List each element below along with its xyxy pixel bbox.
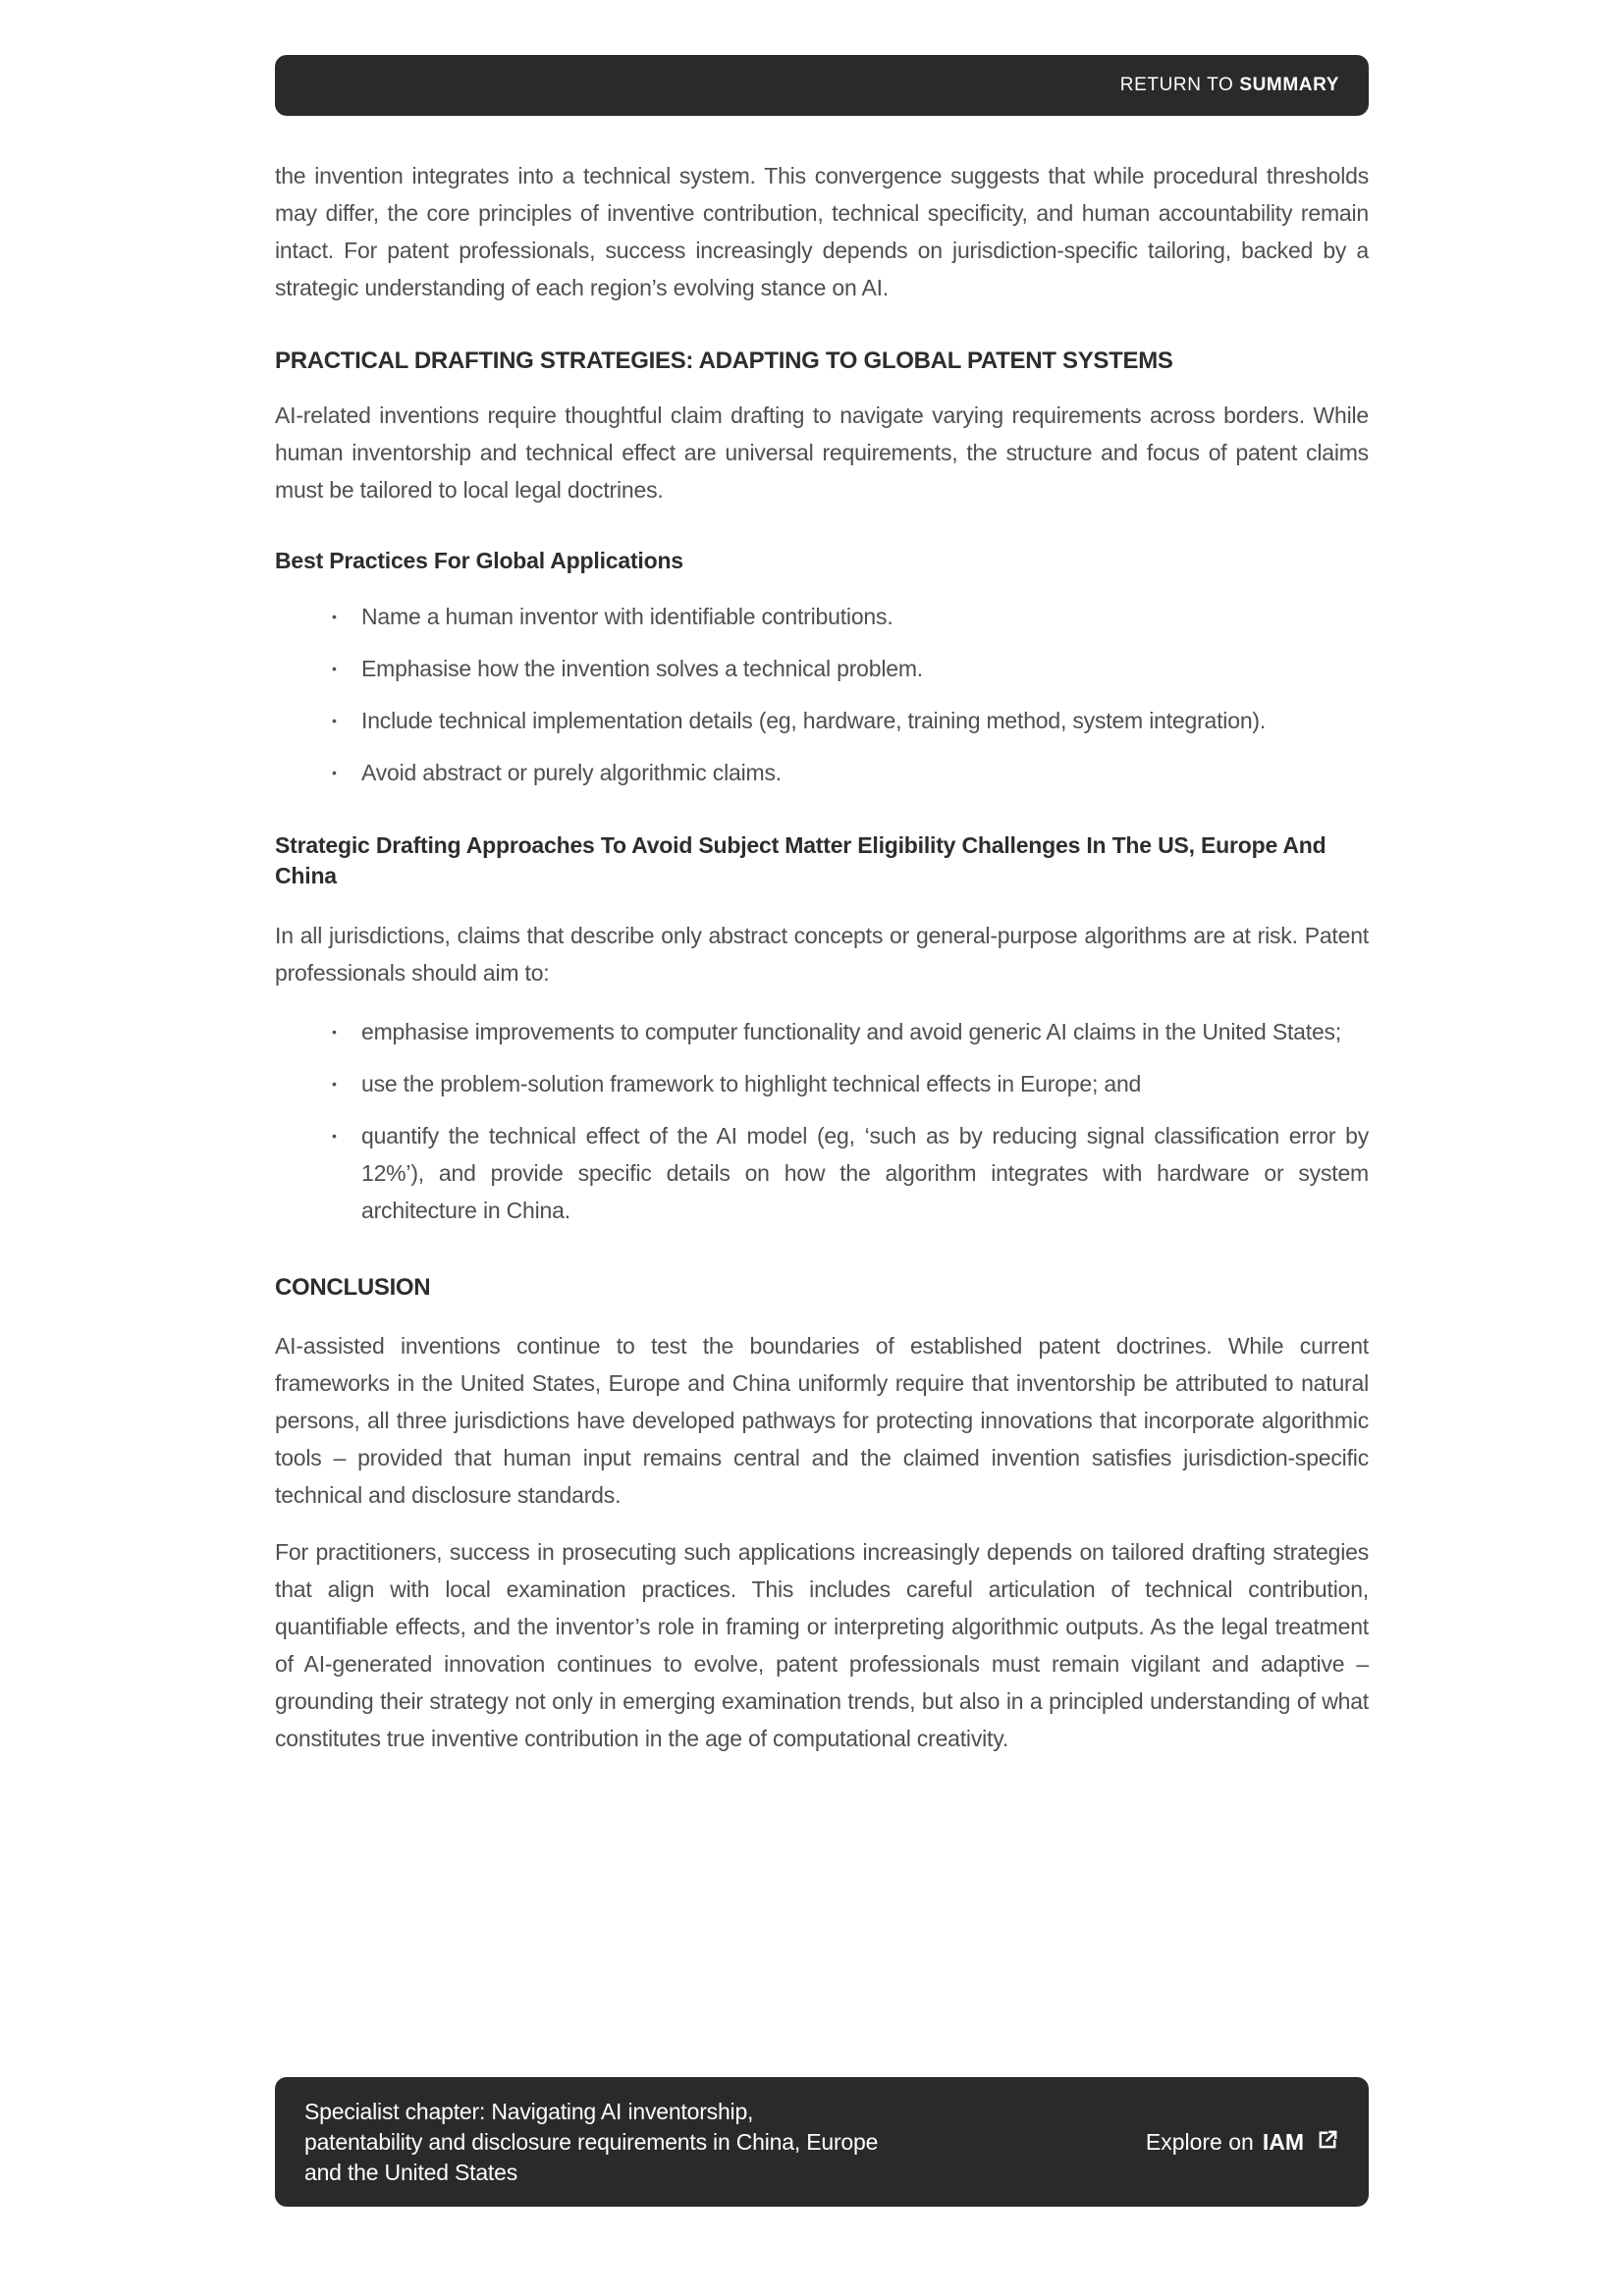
chapter-title-line: patentability and disclosure requirements in China, Europe	[304, 2128, 879, 2155]
return-to-text: RETURN TO	[1119, 75, 1234, 95]
return-to-summary-button[interactable]	[275, 55, 1369, 116]
explore-on-text: Explore on	[1145, 2128, 1254, 2155]
list-item	[275, 1117, 1369, 1229]
section-title-practical-drafting: PRACTICAL DRAFTING STRATEGIES: ADAPTING TO GLOBAL PATENT SYSTEMS	[275, 347, 1173, 374]
summary-text: SUMMARY	[1239, 75, 1339, 95]
conclusion-paragraph-2: For practitioners, success in prosecuting such applications increasingly depends on tailored drafting strategies that align with local examination practices. This includes careful articulation of technical contribution, quantifiable effects, and the inventor’s role in framing or interpreting algorithmic outputs. As the legal treatment of AI-generated innovation continues to evolve, patent professionals must remain vigilant and adaptive – grounding their strategy not only in emerging examination trends, but also in a principled understanding of what constitutes true inventive contribution in the age of computational creativity.	[275, 1539, 1369, 1751]
list-item	[275, 702, 1369, 739]
bullet-icon: •	[332, 1024, 337, 1040]
list-item	[275, 650, 1369, 687]
bullet-icon: •	[332, 713, 337, 728]
bullet-icon: •	[332, 1076, 337, 1092]
list-item-text: Emphasise how the invention solves a technical problem.	[361, 656, 923, 681]
bullet-icon: •	[332, 661, 337, 676]
subsection-title-best-practices: Best Practices For Global Applications	[275, 548, 683, 573]
list-item	[275, 598, 1369, 635]
section-title-conclusion: CONCLUSION	[275, 1274, 431, 1301]
subsection-title-strategic-drafting: Strategic Drafting Approaches To Avoid Subject Matter Eligibility Challenges In The US, Europe And China	[275, 832, 1326, 888]
chapter-title-line: Specialist chapter: Navigating AI inventorship,	[304, 2098, 754, 2124]
explore-on-iam-link[interactable]	[1146, 2128, 1339, 2157]
list-item-text: Include technical implementation details (eg, hardware, training method, system integration).	[361, 708, 1267, 733]
bullet-icon: •	[332, 1128, 337, 1144]
chapter-title	[304, 2097, 878, 2188]
lead-paragraph: the invention integrates into a technical system. This convergence suggests that while procedural thresholds may differ, the core principles of inventive contribution, technical specificity, and human accountability remain intact. For patent professionals, success increasingly depends on jurisdiction-specific tailoring, backed by a strategic understanding of each region’s evolving stance on AI.	[275, 163, 1369, 300]
list-item	[275, 1013, 1369, 1050]
conclusion-paragraph-1: AI-assisted inventions continue to test the boundaries of established patent doctrines. While current frameworks in the United States, Europe and China uniformly require that inventorship be attributed to natural persons, all three jurisdictions have developed pathways for protecting innovations that incorporate algorithmic tools – provided that human input remains central and the claimed invention satisfies jurisdiction-specific technical and disclosure standards.	[275, 1333, 1369, 1508]
list-item-text: Avoid abstract or purely algorithmic claims.	[361, 760, 782, 785]
practical-intro-paragraph: AI-related inventions require thoughtful claim drafting to navigate varying requirements across borders. While human inventorship and technical effect are universal requirements, the structure and focus of patent claims must be tailored to local legal doctrines.	[275, 402, 1369, 503]
strategic-intro-paragraph: In all jurisdictions, claims that describe only abstract concepts or general-purpose algorithms are at risk. Patent professionals should aim to:	[275, 923, 1369, 986]
content-column	[275, 55, 1369, 1757]
list-item-text: use the problem-solution framework to highlight technical effects in Europe; and	[361, 1071, 1142, 1096]
list-item-text: Name a human inventor with identifiable contributions.	[361, 604, 893, 629]
chapter-title-line: and the United States	[304, 2159, 518, 2185]
bullet-icon: •	[332, 609, 337, 624]
strategic-drafting-list	[275, 1013, 1369, 1229]
iam-brand-text: IAM	[1262, 2128, 1304, 2155]
list-item-text: quantify the technical effect of the AI model (eg, ‘such as by reducing signal classification error by 12%’), and provide specific details on how the algorithm integrates with hardware or system architecture in China.	[361, 1123, 1369, 1223]
return-to-summary-label	[1120, 75, 1339, 96]
bullet-icon: •	[332, 765, 337, 780]
list-item-text: emphasise improvements to computer functionality and avoid generic AI claims in the United States;	[361, 1019, 1342, 1044]
best-practices-list	[275, 598, 1369, 791]
chapter-footer	[275, 2077, 1369, 2207]
external-link-icon	[1317, 2128, 1339, 2157]
list-item	[275, 1065, 1369, 1102]
list-item	[275, 754, 1369, 791]
